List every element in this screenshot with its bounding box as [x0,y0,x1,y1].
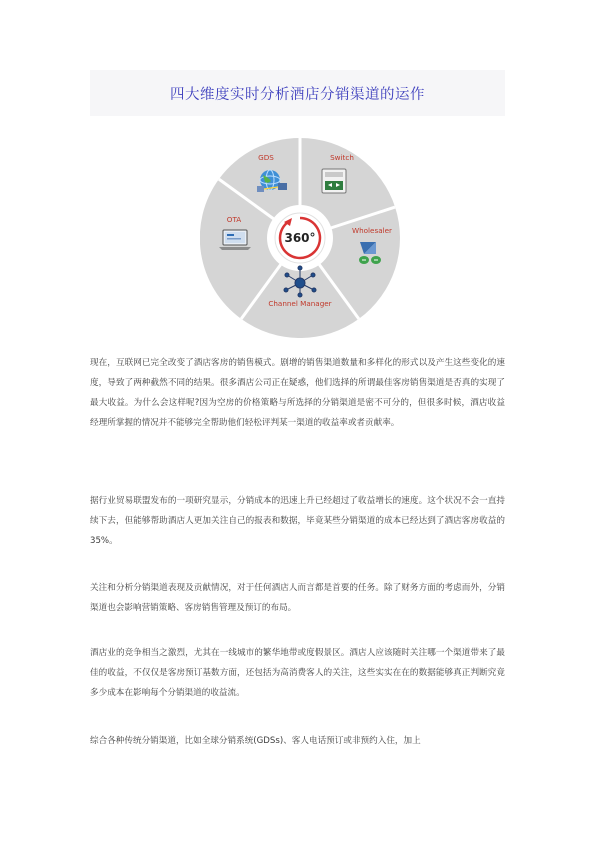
segment-label-gds: GDS [258,153,274,162]
laptop-icon [219,230,251,250]
channel-diagram [200,138,400,338]
segment-label-ota: OTA [226,215,242,224]
segment-label-wholesaler: Wholesaler [351,226,393,235]
paragraph-3: 关注和分析分销渠道表现及贡献情况，对于任何酒店人而言都是首要的任务。除了财务方面的考虑而外，分销渠道也会影响营销策略、客房销售管理及预订的布局。 [90,583,505,613]
paragraph-1: 现在，互联网已完全改变了酒店客房的销售模式。剧增的销售渠道数量和多样化的形式以及产生这些变化的速度，导致了两种截然不同的结果。很多酒店公司正在疑惑，他们选择的所谓最佳客房销售渠道是否真的实现了最大收益。为什么会这样呢?因为空房的价格策略与所选择的分销渠道是密不可分的，但很多时候，酒店收益经理所掌握的情况并不能够完全帮助他们轻松评判某一渠道的收益率或者贡献率。 [90,358,505,428]
page-title: 四大维度实时分析酒店分销渠道的运作 [170,86,425,103]
paragraph-2: 据行业贸易联盟发布的一项研究显示，分销成本的迅速上升已经超过了收益增长的速度。这个状况不会一直持续下去，但能够帮助酒店人更加关注自己的报表和数据，毕竟某些分销渠道的成本已经达到了酒店客房收益的35%。 [90,496,505,546]
paragraph-5: 综合各种传统分销渠道，比如全球分销系统(GDSs)、客人电话预订或非预约入住，加上 [90,736,421,746]
segment-label-channel-manager: Channel Manager [268,299,332,308]
segment-label-switch: Switch [330,153,354,162]
channel-diagram-svg [200,138,400,338]
title-banner [90,70,505,116]
hub-label: 360° [284,231,316,245]
switch-device-icon [322,169,346,193]
paragraph-4: 酒店业的竞争相当之激烈，尤其在一线城市的繁华地带或度假景区。酒店人应该随时关注哪一个渠道带来了最佳的收益，不仅仅是客房预订基数方面，还包括为高消费客人的关注，这些实实在在的数据能够真正判断究竟多少成本在影响每个分销渠道的收益流。 [90,648,505,698]
